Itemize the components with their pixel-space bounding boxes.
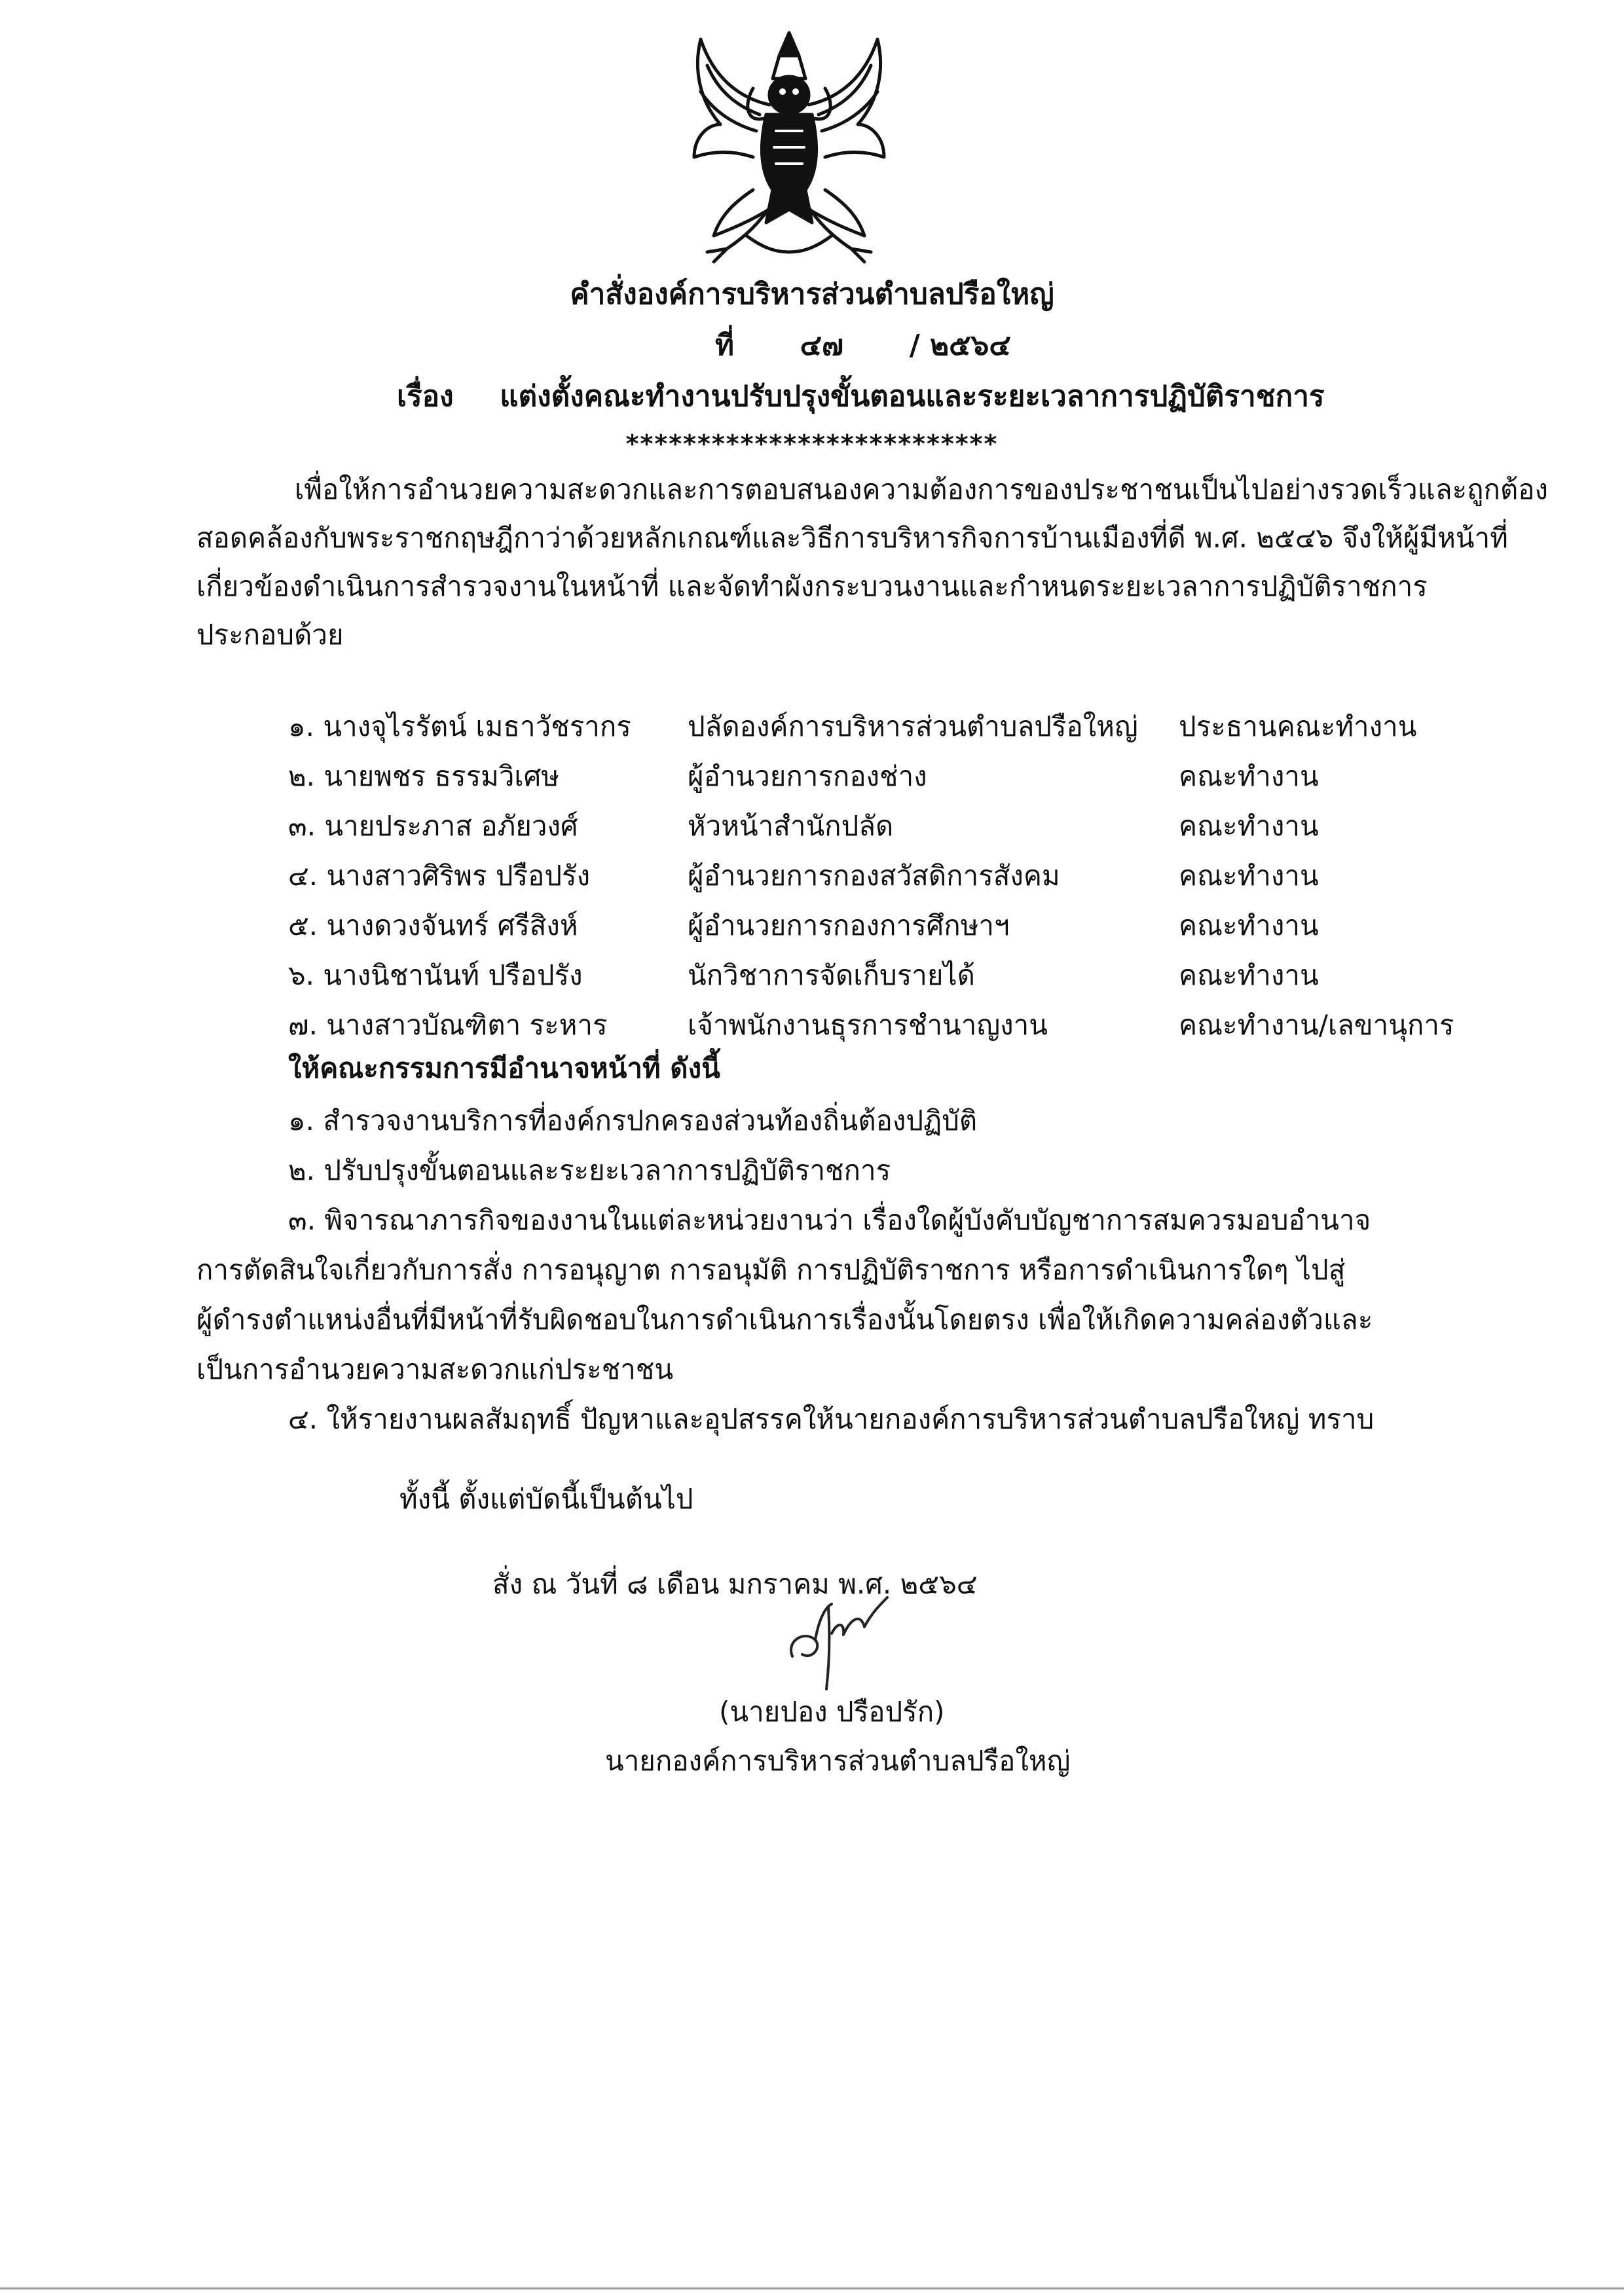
signatory-name: (นายปอง ปรือปรัก) — [719, 1696, 945, 1728]
member-role: คณะทำงาน — [1179, 810, 1319, 842]
header-separator: ************************** — [625, 429, 999, 458]
member-name: ๓. นายประภาส อภัยวงศ์ — [288, 810, 578, 842]
subject-label: เรื่อง — [397, 380, 454, 413]
order-date: สั่ง ณ วันที่ ๘ เดือน มกราคม พ.ศ. ๒๕๖๔ — [492, 1568, 978, 1600]
duty-item-3-line-3: ผู้ดำรงตำแหน่งอื่นที่มีหน้าที่รับผิดชอบในการดำเนินการเรื่องนั้นโดยตรง เพื่อให้เกิดความคล่องตัวและ — [196, 1303, 1373, 1336]
member-name: ๖. นางนิชานันท์ ปรือปรัง — [288, 959, 583, 991]
member-name: ๕. นางดวงจันทร์ ศรีสิงห์ — [288, 909, 578, 941]
member-position: ปลัดองค์การบริหารส่วนตำบลปรือใหญ่ — [688, 710, 1138, 742]
member-role: คณะทำงาน — [1179, 760, 1319, 792]
member-role: คณะทำงาน — [1179, 959, 1319, 991]
duty-item-3-line-4: เป็นการอำนวยความสะดวกแก่ประชาชน — [196, 1353, 674, 1385]
intro-line-3: เกี่ยวข้องดำเนินการสำรวจงานในหน้าที่ และจัดทำผังกระบวนงานและกำหนดระยะเวลาการปฏิบัติราชการ — [196, 570, 1428, 602]
member-position: หัวหน้าสำนักปลัด — [688, 810, 894, 842]
member-position: นักวิชาการจัดเก็บรายได้ — [688, 959, 975, 991]
intro-line-4: ประกอบด้วย — [196, 619, 344, 651]
duty-item-3-line-1: ๓. พิจารณาภารกิจของงานในแต่ละหน่วยงานว่า เรื่องใดผู้บังคับบัญชาการสมควรมอบอำนาจ — [288, 1204, 1371, 1236]
order-year: / ๒๕๖๔ — [909, 329, 1011, 362]
page-edge-line — [0, 2287, 1624, 2289]
duties-heading: ให้คณะกรรมการมีอำนาจหน้าที่ ดังนี้ — [288, 1052, 720, 1084]
order-number: ๔๗ — [800, 329, 844, 362]
member-role: ประธานคณะทำงาน — [1179, 710, 1417, 742]
subject-text: แต่งตั้งคณะทำงานปรับปรุงขั้นตอนและระยะเวลาการปฏิบัติราชการ — [500, 380, 1325, 413]
effective-statement: ทั้งนี้ ตั้งแต่บัดนี้เป็นต้นไป — [399, 1483, 693, 1515]
member-position: ผู้อำนวยการกองสวัสดิการสังคม — [688, 860, 1060, 892]
signatory-title: นายกองค์การบริหารส่วนตำบลปรือใหญ่ — [605, 1745, 1071, 1777]
member-role: คณะทำงาน — [1179, 860, 1319, 892]
intro-line-1: เพื่อให้การอำนวยความสะดวกและการตอบสนองความต้องการของประชาชนเป็นไปอย่างรวดเร็วและถูกต้อง — [295, 473, 1548, 505]
member-name: ๗. นางสาวบัณฑิตา ระหาร — [288, 1009, 608, 1041]
member-position: ผู้อำนวยการกองช่าง — [688, 760, 927, 792]
order-title: คำสั่งองค์การบริหารส่วนตำบลปรือใหญ่ — [570, 278, 1054, 311]
number-label: ที่ — [715, 329, 735, 362]
duty-item-1: ๑. สำรวจงานบริการที่องค์กรปกครองส่วนท้องถิ่นต้องปฏิบัติ — [288, 1104, 978, 1137]
member-role: คณะทำงาน — [1179, 909, 1319, 941]
handwritten-signature-icon — [779, 1594, 891, 1692]
member-position: ผู้อำนวยการกองการศึกษาฯ — [688, 909, 1010, 941]
member-name: ๔. นางสาวศิริพร ปรือปรัง — [288, 860, 591, 892]
duty-item-3-line-2: การตัดสินใจเกี่ยวกับการสั่ง การอนุญาต การอนุมัติ การปฏิบัติราชการ หรือการดำเนินการใดๆ ไปสู่ — [196, 1254, 1346, 1286]
member-name: ๑. นางจุไรรัตน์ เมธาวัชรากร — [288, 710, 631, 742]
duty-item-4: ๔. ให้รายงานผลสัมฤทธิ์ ปัญหาและอุปสรรคให้นายกองค์การบริหารส่วนตำบลปรือใหญ่ ทราบ — [288, 1403, 1375, 1435]
duty-item-2: ๒. ปรับปรุงขั้นตอนและระยะเวลาการปฏิบัติราชการ — [288, 1154, 891, 1186]
member-position: เจ้าพนักงานธุรการชำนาญงาน — [688, 1009, 1048, 1041]
garuda-emblem-icon — [681, 26, 897, 268]
intro-line-2: สอดคล้องกับพระราชกฤษฎีกาว่าด้วยหลักเกณฑ์และวิธีการบริหารกิจการบ้านเมืองที่ดี พ.ศ. ๒๕๔๖ จึงให้ผู้มีหน้าที่ — [196, 522, 1508, 554]
member-name: ๒. นายพชร ธรรมวิเศษ — [288, 760, 560, 792]
member-role: คณะทำงาน/เลขานุการ — [1179, 1009, 1454, 1041]
